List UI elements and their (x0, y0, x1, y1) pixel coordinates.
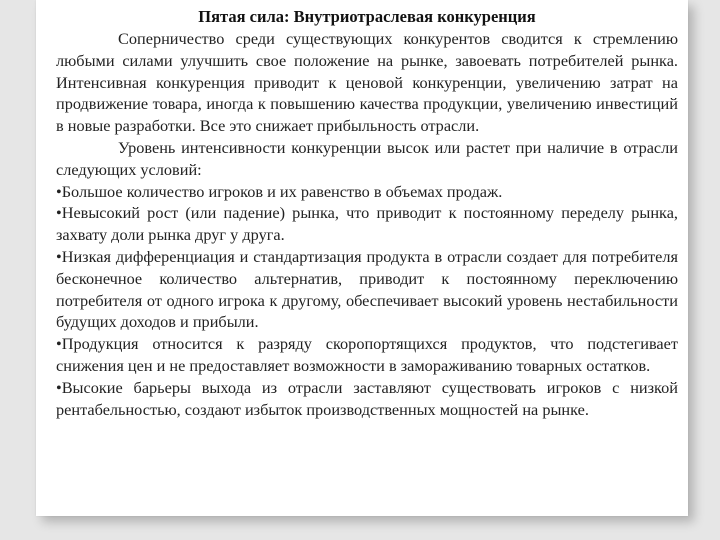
bullet-item-many-players: •Большое количество игроков и их равенство в объемах продаж. (56, 181, 503, 201)
bullet-item-exit-barriers: •Высокие барьеры выхода из отрасли заставляют существовать игроков с низкой рентабельностью, создают избыток производственных мощностей на рынке. (56, 377, 678, 419)
slide-content (56, 6, 678, 420)
bullet-item-perishable-products: •Продукция относится к разряду скоропортящихся продуктов, что подстегивает снижения цен и не предоставляет возможности в замораживанию товарных остатков. (56, 334, 678, 375)
paragraph-rivalry: Соперничество среди существующих конкурентов сводится к стремлению любыми силами улучшить свое положение на рынке, завоевать потребителей рынка. Интенсивная конкуренция приводит к ценовой конкуренции, увеличению затрат на продвижение товара, иногда к повышению качества продукции, увеличению инвестиций в новые разработки. Все это снижает прибыльность отрасли. (56, 29, 678, 136)
paragraph-intensity-conditions: Уровень интенсивности конкуренции высок или растет при наличие в отрасли следующих условий: (56, 137, 678, 179)
bullet-item-low-growth: •Невысокий рост (или падение) рынка, что приводит к постоянному переделу рынка, захвату доли рынка друг у друга. (56, 203, 678, 245)
bullet-item-low-differentiation: •Низкая дифференциация и стандартизация продукта в отрасли создает для потребителя бесконечное количество альтернатив, приводит к постоянному переключению потребителя от одного игрока к другому, обеспечивает высокий уровень нестабильности будущих доходов и прибыли. (56, 246, 678, 332)
slide-title: Пятая сила: Внутриотраслевая конкуренция (198, 7, 536, 26)
